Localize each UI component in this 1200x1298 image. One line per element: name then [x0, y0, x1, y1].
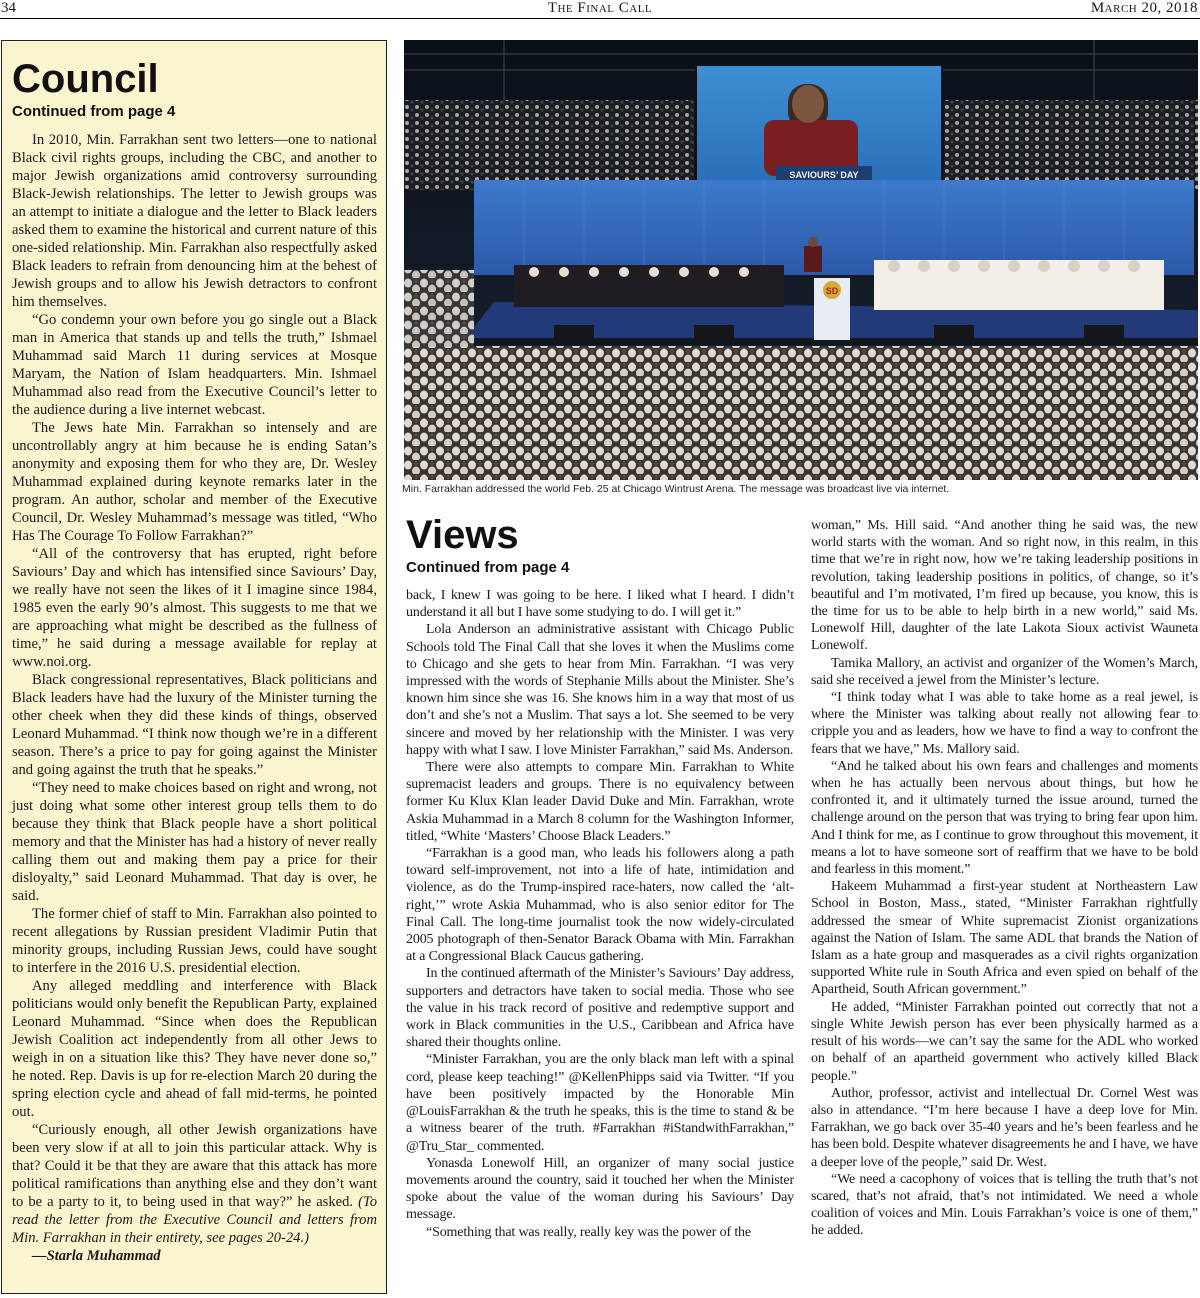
views-paragraph: back, I knew I was going to be here. I liked what I heard. I didn’t understand it all but I have some studying to do. I will get it.”	[406, 588, 794, 621]
views-paragraph: “And he talked about his own fears and challenges and moments when he has actually been nervous about things, but how he confronted it, and it ultimately turned the issue around, turned the challenge around on the person that was trying to bring fear upon him. And I think for me, as I continue to grow throughout this movement, it means a lot to have someone sort of reaffirm that we have to be bold and fearless in this moment.”	[811, 758, 1198, 878]
photo-caption: Min. Farrakhan addressed the world Feb. 25 at Chicago Wintrust Arena. The message was broadcast live via internet.	[402, 483, 950, 495]
council-letters-note: (To read the letter from the Executive Council and letters from Min. Farrakhan in their entirety, see pages 20-24.)	[12, 1194, 377, 1246]
council-headline: Council	[12, 57, 159, 101]
council-article-box	[1, 40, 387, 1294]
views-paragraph: Hakeem Muhammad a first-year student at Northeastern Law School in Boston, Mass., stated, “Minister Farrakhan rightfully addressed the smear of White supremacist Zionist organizations against the Nation of Islam. The same ADL that brands the Nation of Islam as a hate group and masquerades as a civil rights organization supported White rule in South Africa and even spied on behalf of the Apartheid, South African government.”	[811, 879, 1198, 998]
views-continued-line: Continued from page 4	[406, 559, 570, 576]
council-byline: —Starla Muhammad	[32, 1248, 161, 1264]
council-paragraph: In 2010, Min. Farrakhan sent two letters—one to national Black civil rights groups, including the CBC, and another to major Jewish organizations amid controversy surrounding Black-Jewish relationships. The letter to Jewish groups was an attempt to initiate a dialogue and the letter to Black leaders asked them to examine the historical and current nature of this one-sided relationship. Min. Farrakhan also respectfully asked Black leaders to refrain from denouncing him at the behest of Jewish groups and to allow his Jewish detractors to confront him themselves.	[12, 132, 377, 310]
screen-saviours-day-text: SAVIOURS’ DAY	[789, 170, 859, 180]
views-column-1	[406, 587, 794, 1241]
views-headline: Views	[406, 513, 519, 557]
views-column-2	[811, 517, 1198, 1240]
views-paragraph: Tamika Mallory, an activist and organizer of the Women’s March, said she received a jewel from the Minister’s lecture.	[811, 655, 1198, 688]
council-body	[12, 131, 377, 1265]
views-paragraph: “We need a cacophony of voices that is telling the truth that’s not scared, that’s not afraid, that’s not intimidated. We need a whole coalition of voices and Min. Louis Farrakhan’s voice is one of them,” he added.	[811, 1171, 1198, 1239]
views-paragraph: In the continued aftermath of the Minister’s Saviours’ Day address, supporters and detractors have taken to social media. Those who see the value in his track record of positive and redemptive support and work in Black communities in the U.S., Caribbean and Africa have shared their thoughts online.	[406, 966, 794, 1051]
views-paragraph: There were also attempts to compare Min. Farrakhan to White supremacist leaders and groups. There is no equivalency between former Ku Klux Klan leader David Duke and Min. Farrakhan, wrote Askia Muhammad in a March 8 column for the Washington Informer, titled, “White ‘Masters’ Choose Black Leaders.”	[406, 760, 794, 844]
council-paragraph: “All of the controversy that has erupted, right before Saviours’ Day and which has intensified since Saviours’ Day, we really have not seen the likes of it I imagine since 1984, 1985 even the early 90’s almost. This suggests to me that we are approaching what might be described as the fullness of time,” he said during a message available for replay at www.noi.org.	[12, 546, 377, 670]
council-paragraph: The former chief of staff to Min. Farrakhan also pointed to recent allegations by Russian president Vladimir Putin that minority groups, including Russian Jews, could have sought to interfere in the 2016 U.S. presidential election.	[12, 906, 377, 976]
council-paragraph: Any alleged meddling and interference with Black politicians would only benefit the Republican Party, explained Leonard Muhammad. “Since when does the Republican Jewish Coalition act independently from all other Jews to weigh in on a situation like this? They have never done so,” he noted. Rep. Davis is up for re-election March 20 during the spring election cycle and ahead of fall mid-terms, he pointed out.	[12, 978, 377, 1120]
views-paragraph: “I think today what I was able to take home as a real jewel, is where the Minister was talking about really not allowing fear to cripple you and as leaders, how we have to find a way to confront the fears that we have,” Ms. Mallory said.	[811, 690, 1198, 757]
council-paragraph: The Jews hate Min. Farrakhan so intensely and are uncontrollably angry at him because he is ending Satan’s anonymity and exposing them for who they are, Dr. Wesley Muhammad explained during keynote remarks later in the program. An author, scholar and member of the Executive Council, Dr. Wesley Muhammad’s message was titled, “Who Has The Courage To Follow Farrakhan?”	[12, 420, 377, 544]
views-heading-block	[406, 513, 569, 577]
arena-photo	[404, 40, 1198, 480]
council-continued-line: Continued from page 4	[12, 103, 176, 120]
views-paragraph: “Minister Farrakhan, you are the only black man left with a spinal cord, please keep teaching!” @KellenPhipps said via Twitter. “If you have been positively impacted by the Honorable Min @LouisFarrakhan & the truth he speaks, this is the time to stand & be a witness bearer of the truth. #Farrakhan #iStandwithFarrakhan,” @Tru_Star_ commented.	[406, 1052, 794, 1154]
page-number: 34	[1, 0, 16, 16]
council-paragraph: “Go condemn your own before you go single out a Black man in America that stands up and tells the truth,” Ishmael Muhammad said March 11 during services at Mosque Maryam, the Nation of Islam headquarters. Min. Ishmael Muhammad also read from the Executive Council’s letter to the audience during a live internet webcast.	[12, 312, 377, 418]
council-paragraph: Black congressional representatives, Black politicians and Black leaders have had the luxury of the Minister turning the other cheek when they did these kinds of things, observed Leonard Muhammad. “I think now though we’re in a different season. There’s a price to pay for going against the Minister and going against the truth that he speaks.”	[12, 672, 377, 778]
council-paragraph-text: “Curiously enough, all other Jewish organizations have been very slow if at all to join this particular attack. Why is that? Could it be that they are aware that this attack has more political ramifications than anything else and they don’t want to be a party to it, to being used in that way?” he asked.	[12, 1122, 377, 1210]
views-paragraph: He added, “Minister Farrakhan pointed out correctly that not a single White Jewish person has ever been physically harmed as a result of his words—we can’t say the same for the ADL who worked on behalf of an apartheid government who actively killed Black people.”	[811, 999, 1198, 1084]
views-paragraph: woman,” Ms. Hill said. “And another thing he said was, the new world starts with the woman. And so right now, in this realm, in this time that we’re in right now, how we’re taking leadership positions in revolution, taking leadership positions in politics, of change, so it’s beautiful and I’m motivated, I’m fired up because, you know, this is the time for us to be able to help birth in a new world,” said Ms. Lonewolf Hill, daughter of the late Lakota Sioux activist Wauneta Lonewolf.	[811, 518, 1198, 654]
council-paragraph	[12, 1121, 377, 1247]
podium-logo-text: SD	[825, 286, 839, 296]
views-paragraph: Yonasda Lonewolf Hill, an organizer of many social justice movements around the country, said it touched her when the Minister spoke about the value of the woman during his Saviours’ Day message.	[406, 1155, 794, 1223]
arena-photo-illustration	[404, 40, 1198, 480]
views-paragraph: Author, professor, activist and intellectual Dr. Cornel West was also in attendance. “I’m here because I have a deep love for Min. Farrakhan, we go back over 35-40 years and he’s been fearless and he has been bold. Despite whatever disagreements he and I have, we have a deeper love of the people,” said Dr. West.	[811, 1085, 1198, 1170]
folio-line	[0, 0, 1200, 19]
publication-name: The Final Call	[547, 0, 653, 16]
issue-date: March 20, 2018	[1090, 0, 1198, 16]
views-paragraph: Lola Anderson an administrative assistant with Chicago Public Schools told The Final Call that she loves it when the Muslims come to Chicago and she gets to hear from Min. Farrakhan. “I was very impressed with the words of Stephanie Mills about the Minister. She’s known him since she was 16. She knows him in a way that most of us don’t and she’s not a Muslim. That says a lot. She seemed to be very sincere and moved by her relationship with the Minister. I was very happy with what I saw. I love Minister Farrakhan,” said Ms. Anderson.	[406, 622, 794, 758]
council-paragraph: “They need to make choices based on right and wrong, not just doing what some other interest group tells them to do because they think that Black people have a short political memory and that the Minister has had a history of never really calling them out and making them pay a price for their disloyalty,” said Leonard Muhammad. That day is over, he said.	[12, 780, 377, 904]
views-paragraph: “Farrakhan is a good man, who leads his followers along a path toward self-improvement, not into a life of hate, intimidation and violence, as do the Trump-inspired race-haters, now called the ‘alt-right,’” wrote Askia Muhammad, who is also senior editor for The Final Call. The long-time journalist took the now widely-circulated 2005 photograph of then-Senator Barack Obama with Min. Farrakhan at a Congressional Black Caucus gathering.	[406, 846, 794, 965]
views-paragraph: “Something that was really, really key was the power of the	[426, 1224, 751, 1240]
